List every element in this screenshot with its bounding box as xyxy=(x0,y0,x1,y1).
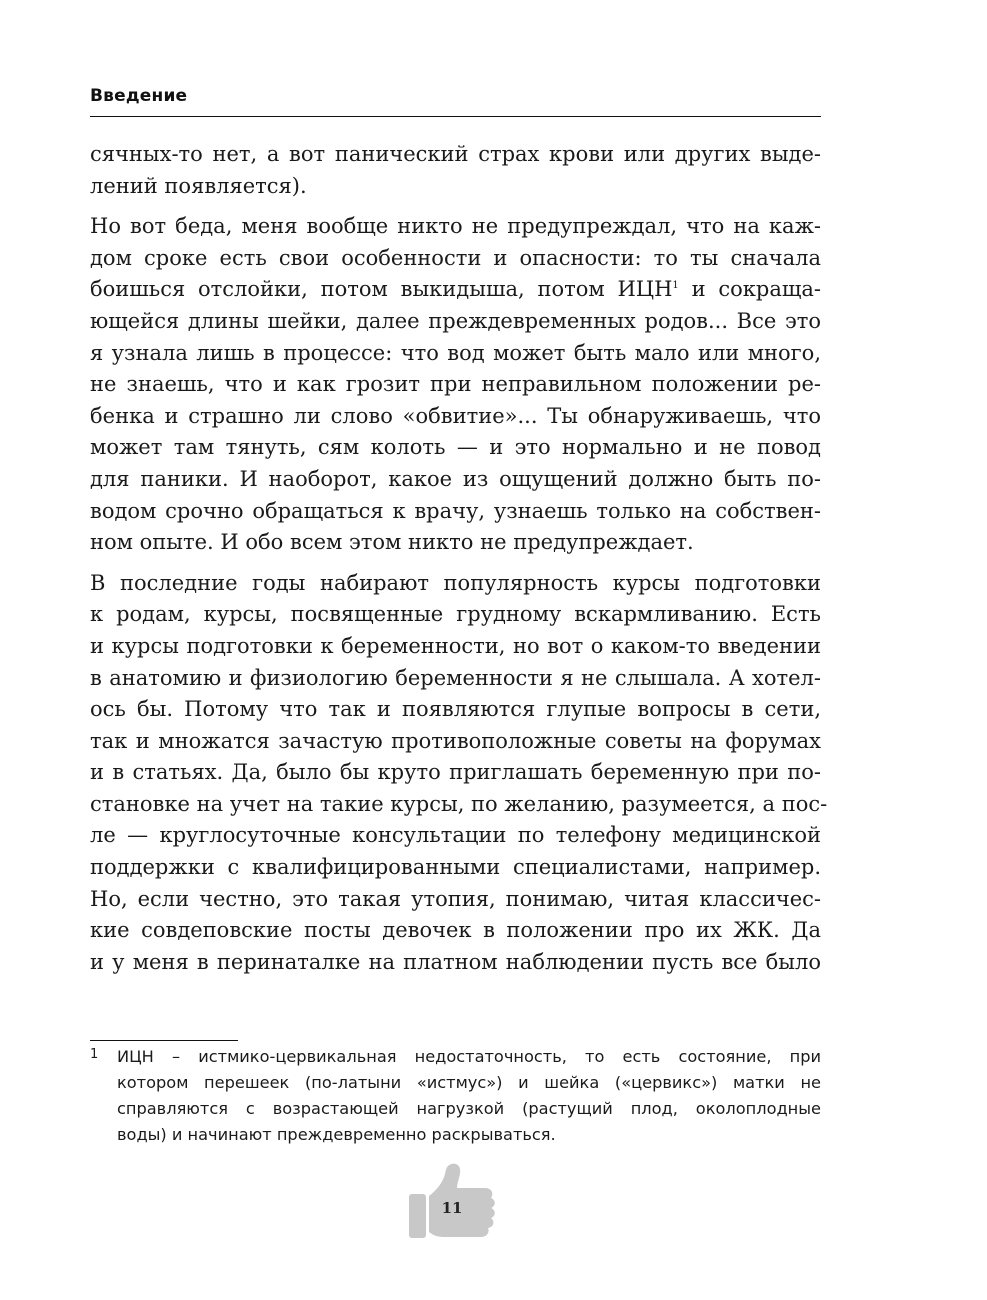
page-number: 11 xyxy=(441,1199,463,1217)
footnote-line: ИЦН – истмико-цервикальная недостаточность, то есть состояние, при xyxy=(117,1047,821,1066)
text-fragment: боишься отслойки, потом выкидыша, потом ИЦН xyxy=(90,277,673,302)
text-line: ось бы. Потому что так и появляются глупые вопросы в сети, xyxy=(90,697,821,722)
text-line: поддержки с квалифицированными специалистами, например. xyxy=(90,855,821,880)
text-line: в анатомию и физиологию беременности я не слышала. А хотел- xyxy=(90,665,821,690)
text-line: становке на учет на такие курсы, по желанию, разумеется, а пос- xyxy=(90,791,828,816)
footnote-number: 1 xyxy=(90,1047,99,1062)
text-line: ном опыте. И обо всем этом никто не предупреждает. xyxy=(90,530,694,555)
footnote-line: воды) и начинают преждевременно раскрываться. xyxy=(117,1125,556,1144)
text-line: к родам, курсы, посвященные грудному вскармливанию. Есть xyxy=(90,602,821,627)
footnote xyxy=(90,1044,821,1148)
text-line: В последние годы набирают популярность курсы подготовки xyxy=(90,570,821,595)
text-line: Но вот беда, меня вообще никто не предупреждал, что на каж- xyxy=(90,214,821,239)
footnote-line: справляются с возрастающей нагрузкой (растущий плод, околоплодные xyxy=(117,1099,821,1118)
text-fragment: и сокраща- xyxy=(678,277,821,302)
paragraph-3 xyxy=(90,568,828,979)
footnote-line: котором перешеек (по-латыни «истмус») и шейка («цервикс») матки не xyxy=(117,1073,821,1092)
footnote-body xyxy=(117,1044,821,1148)
header-rule xyxy=(90,116,821,117)
text-line: ющейся длины шейки, далее преждевременных родов... Все это xyxy=(90,308,821,333)
text-line: и в статьях. Да, было бы круто приглашать беременную при по- xyxy=(90,760,821,785)
text-line: бенка и страшно ли слово «обвитие»... Ты обнаруживаешь, что xyxy=(90,403,821,428)
text-line: может там тянуть, сям колоть — и это нормально и не повод xyxy=(90,435,821,460)
running-head: Введение xyxy=(90,86,188,106)
body-text xyxy=(90,139,828,987)
text-line: так и множатся зачастую противоположные советы на форумах xyxy=(90,728,821,753)
text-line: дом сроке есть свои особенности и опасности: то ты сначала xyxy=(90,245,821,270)
footnote-rule xyxy=(90,1040,238,1041)
paragraph-1 xyxy=(90,139,821,202)
paragraph-2 xyxy=(90,211,821,559)
text-line-with-footnote-ref xyxy=(90,274,821,306)
text-line: Но, если честно, это такая утопия, понимаю, читая классичес- xyxy=(90,886,821,911)
footnote-ref[interactable]: 1 xyxy=(672,280,679,292)
text-line: я узнала лишь в процессе: что вод может быть мало или много, xyxy=(90,340,821,365)
text-line: лений появляется). xyxy=(90,173,307,198)
text-line: кие совдеповские посты девочек в положении про их ЖК. Да xyxy=(90,918,821,943)
text-line: и курсы подготовки к беременности, но вот о каком-то введении xyxy=(90,633,821,658)
text-line: водом срочно обращаться к врачу, узнаешь только на собствен- xyxy=(90,498,821,523)
text-line: для паники. И наоборот, какое из ощущений должно быть по- xyxy=(90,466,821,491)
text-line: сячных-то нет, а вот панический страх крови или других выде- xyxy=(90,142,821,166)
text-line: не знаешь, что и как грозит при неправильном положении ре- xyxy=(90,372,821,397)
text-line: и у меня в перинаталке на платном наблюдении пусть все было xyxy=(90,949,821,974)
text-line: ле — круглосуточные консультации по телефону медицинской xyxy=(90,823,821,848)
